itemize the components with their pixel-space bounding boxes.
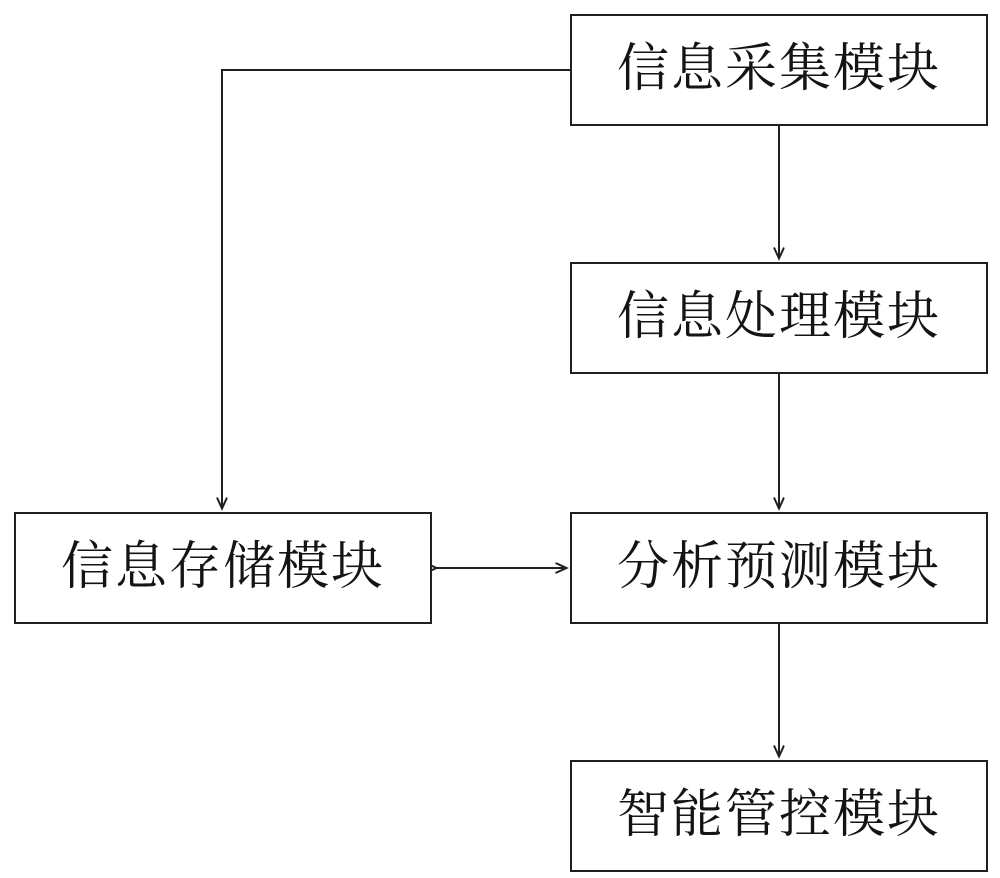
node-analyze-label: 分析预测模块: [616, 539, 941, 596]
node-process-label: 信息处理模块: [616, 289, 941, 346]
edge-collect-to-storage: [222, 70, 570, 508]
node-control[interactable]: [570, 760, 988, 872]
node-storage-label: 信息存储模块: [60, 539, 385, 596]
node-collect-label: 信息采集模块: [616, 41, 941, 98]
node-control-label: 智能管控模块: [616, 787, 941, 844]
node-analyze[interactable]: [570, 512, 988, 624]
node-process[interactable]: [570, 262, 988, 374]
node-collect[interactable]: [570, 14, 988, 126]
node-storage[interactable]: [14, 512, 432, 624]
